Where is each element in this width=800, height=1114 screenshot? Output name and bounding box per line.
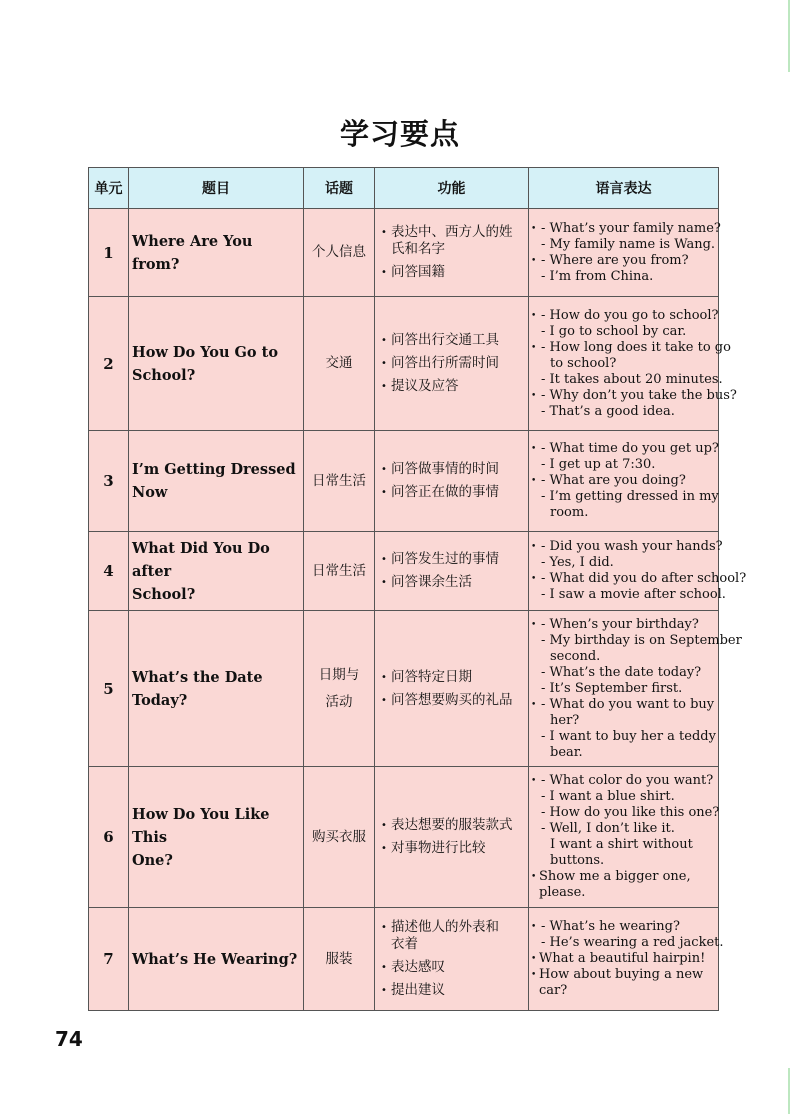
header-topic: 题目 bbox=[129, 168, 304, 209]
unit-cell: 7 bbox=[89, 908, 129, 1011]
language-line bbox=[531, 441, 719, 457]
header-subject: 话题 bbox=[304, 168, 375, 209]
header-language: 语言表达 bbox=[529, 168, 719, 209]
language-line bbox=[531, 356, 716, 372]
language-line bbox=[531, 729, 716, 745]
subject-cell bbox=[304, 532, 375, 611]
function-item bbox=[378, 378, 525, 395]
function-item bbox=[378, 817, 525, 834]
function-cell bbox=[375, 908, 529, 1011]
language-text: - That’s a good idea. bbox=[541, 403, 675, 419]
language-line bbox=[531, 387, 737, 404]
function-item bbox=[378, 959, 525, 976]
topic-line: I’m Getting Dressed bbox=[132, 461, 296, 478]
language-line bbox=[531, 773, 716, 789]
margin-accent-line-bottom bbox=[788, 1068, 790, 1114]
table-row bbox=[89, 767, 719, 908]
function-item bbox=[378, 461, 525, 478]
language-text: - I get up at 7:30. bbox=[541, 457, 656, 472]
table-row bbox=[89, 611, 719, 767]
subject-cell bbox=[304, 908, 375, 1011]
function-line: • 提议及应答 bbox=[391, 378, 459, 394]
language-line bbox=[531, 489, 719, 505]
language-text: - My family name is Wang. bbox=[541, 236, 716, 252]
function-line: 衣着 bbox=[391, 936, 418, 952]
subject-cell bbox=[304, 209, 375, 297]
language-text: • - What’s he wearing? bbox=[541, 919, 680, 934]
margin-accent-line-top bbox=[788, 0, 790, 72]
subject-line: 日常生活 bbox=[312, 472, 366, 489]
language-text: • - What are you doing? bbox=[541, 473, 686, 488]
topic-line: How Do You Go to bbox=[132, 343, 279, 361]
language-text: - I saw a movie after school. bbox=[541, 587, 726, 602]
unit-cell: 6 bbox=[89, 767, 129, 908]
function-cell bbox=[375, 431, 529, 532]
subject-cell bbox=[304, 767, 375, 908]
language-line bbox=[531, 919, 716, 935]
language-line bbox=[531, 339, 731, 356]
language-line bbox=[531, 253, 716, 269]
language-line bbox=[531, 539, 723, 555]
topic-line: What’s the Date Today? bbox=[132, 668, 263, 709]
language-line bbox=[531, 935, 724, 951]
language-line bbox=[531, 821, 716, 837]
subject-line: 活动 bbox=[325, 693, 353, 710]
language-text: her? bbox=[550, 712, 580, 728]
unit-cell: 4 bbox=[89, 532, 129, 611]
subject-line: 日常生活 bbox=[312, 562, 366, 579]
language-text: I want a shirt without bbox=[550, 837, 693, 852]
language-line bbox=[531, 837, 716, 853]
language-text: buttons. bbox=[550, 853, 605, 868]
page-title: 学习要点 bbox=[339, 117, 460, 151]
language-text: - I’m from China. bbox=[541, 268, 654, 284]
topic-line: What Did You Do after bbox=[132, 539, 270, 580]
language-text: - My birthday is on September bbox=[541, 632, 742, 648]
subject-cell bbox=[304, 611, 375, 767]
function-item bbox=[378, 574, 525, 591]
language-line bbox=[531, 307, 719, 324]
language-text: - He’s wearing a red jacket. bbox=[541, 935, 724, 950]
table-row bbox=[89, 532, 719, 611]
function-cell bbox=[375, 611, 529, 767]
language-cell bbox=[529, 532, 747, 611]
language-text: • Show me a bigger one, bbox=[539, 869, 691, 884]
function-cell bbox=[375, 532, 529, 611]
function-item bbox=[378, 840, 525, 857]
language-line bbox=[531, 681, 716, 697]
subject-line: 购买衣服 bbox=[312, 828, 366, 845]
topic-line: School? bbox=[132, 366, 196, 384]
function-item bbox=[378, 919, 525, 953]
function-line: • 提出建议 bbox=[391, 982, 445, 998]
function-line: • 表达感叹 bbox=[391, 959, 445, 975]
language-line bbox=[531, 632, 742, 649]
topic-cell bbox=[129, 767, 304, 908]
table-row bbox=[89, 431, 719, 532]
language-text: • - What color do you want? bbox=[541, 773, 714, 788]
topic-line: Now bbox=[132, 484, 168, 501]
language-text: • - What do you want to buy bbox=[541, 696, 715, 712]
language-text: • - What time do you get up? bbox=[541, 441, 719, 456]
language-line bbox=[531, 951, 716, 967]
function-item bbox=[378, 669, 525, 686]
language-line bbox=[531, 789, 716, 805]
language-cell bbox=[529, 611, 742, 767]
language-line bbox=[531, 220, 721, 237]
language-line bbox=[531, 805, 720, 821]
language-line bbox=[531, 649, 716, 665]
language-cell bbox=[529, 209, 719, 297]
language-text: • - How long does it take to go bbox=[541, 339, 731, 355]
language-line bbox=[531, 869, 716, 885]
language-text: please. bbox=[539, 885, 586, 900]
unit-cell: 1 bbox=[89, 209, 129, 297]
table-body bbox=[89, 209, 747, 1011]
language-text: - What’s the date today? bbox=[541, 664, 702, 680]
language-line bbox=[531, 473, 716, 489]
unit-cell: 5 bbox=[89, 611, 129, 767]
page-number: 74 bbox=[55, 1027, 83, 1051]
topic-cell bbox=[129, 209, 304, 297]
function-line: • 问答出行所需时间 bbox=[391, 355, 499, 371]
language-text: - It takes about 20 minutes. bbox=[541, 371, 723, 387]
language-line bbox=[531, 885, 716, 901]
function-item bbox=[378, 355, 525, 372]
language-line bbox=[531, 967, 716, 983]
function-line: • 问答做事情的时间 bbox=[391, 461, 499, 477]
function-cell bbox=[375, 297, 529, 431]
function-line: • 问答课余生活 bbox=[391, 574, 472, 590]
function-item bbox=[378, 264, 525, 281]
function-line: • 表达想要的服装款式 bbox=[391, 817, 513, 833]
language-cell bbox=[529, 297, 737, 431]
topic-cell bbox=[129, 431, 304, 532]
language-text: • - What’s your family name? bbox=[541, 220, 721, 236]
topic-line: One? bbox=[132, 851, 173, 869]
subject-line: 个人信息 bbox=[312, 244, 366, 260]
language-text: • - What did you do after school? bbox=[541, 571, 747, 586]
language-text: • What a beautiful hairpin! bbox=[539, 951, 706, 966]
language-text: - Yes, I did. bbox=[541, 555, 614, 570]
language-line bbox=[531, 617, 716, 633]
table-row bbox=[89, 297, 719, 431]
topic-line: Where Are You from? bbox=[132, 232, 253, 273]
language-line bbox=[531, 587, 726, 603]
learning-points-table bbox=[88, 167, 747, 1011]
language-text: • - How do you go to school? bbox=[541, 307, 719, 323]
language-text: • - Did you wash your hands? bbox=[541, 539, 723, 554]
language-line bbox=[531, 745, 716, 761]
language-text: - I go to school by car. bbox=[541, 323, 687, 339]
language-cell bbox=[529, 908, 724, 1011]
language-line bbox=[531, 505, 716, 521]
language-cell bbox=[529, 767, 719, 908]
topic-line: How Do You Like This bbox=[132, 805, 270, 846]
function-cell bbox=[375, 767, 529, 908]
table-row bbox=[89, 908, 719, 1011]
function-item bbox=[378, 692, 525, 709]
language-line bbox=[531, 324, 716, 340]
language-text: • How about buying a new bbox=[539, 967, 704, 982]
language-text: car? bbox=[539, 983, 568, 998]
language-text: - How do you like this one? bbox=[541, 805, 720, 820]
function-item bbox=[378, 551, 525, 568]
function-cell bbox=[375, 209, 529, 297]
language-text: - I’m getting dressed in my bbox=[541, 489, 719, 504]
subject-line: 交通 bbox=[325, 355, 353, 371]
topic-cell bbox=[129, 908, 304, 1011]
function-line: • 问答发生过的事情 bbox=[391, 551, 499, 567]
function-item bbox=[378, 484, 525, 501]
language-line bbox=[531, 697, 716, 713]
function-line: 氏和名字 bbox=[391, 241, 445, 257]
language-text: • - Why don’t you take the bus? bbox=[541, 387, 737, 403]
language-text: • - Where are you from? bbox=[541, 252, 689, 268]
unit-cell: 2 bbox=[89, 297, 129, 431]
function-item bbox=[378, 332, 525, 349]
unit-cell: 3 bbox=[89, 431, 129, 532]
language-line bbox=[531, 713, 716, 729]
topic-cell bbox=[129, 532, 304, 611]
language-text: room. bbox=[550, 505, 589, 520]
language-text: - I want a blue shirt. bbox=[541, 789, 675, 804]
subject-line: 日期与 bbox=[318, 666, 360, 683]
language-text: - Well, I don’t like it. bbox=[541, 821, 675, 836]
language-line bbox=[531, 853, 716, 869]
function-item bbox=[378, 224, 525, 258]
language-text: bear. bbox=[550, 744, 583, 760]
function-line: • 描述他人的外表和 bbox=[391, 919, 499, 935]
language-line bbox=[531, 571, 747, 587]
language-line bbox=[531, 555, 716, 571]
language-text: - I want to buy her a teddy bbox=[541, 728, 716, 744]
language-text: - It’s September first. bbox=[541, 680, 683, 696]
language-line bbox=[531, 371, 723, 388]
function-line: • 对事物进行比较 bbox=[391, 840, 486, 856]
topic-line: School? bbox=[132, 585, 196, 603]
topic-line: What’s He Wearing? bbox=[132, 950, 298, 968]
language-line bbox=[531, 665, 716, 681]
function-line: • 问答想要购买的礼品 bbox=[391, 691, 513, 708]
topic-cell bbox=[129, 611, 304, 767]
subject-cell bbox=[304, 297, 375, 431]
table-row bbox=[89, 209, 719, 297]
language-line bbox=[531, 457, 716, 473]
language-line bbox=[531, 237, 716, 253]
table-header-row bbox=[89, 168, 719, 209]
language-cell bbox=[529, 431, 719, 532]
language-text: to school? bbox=[550, 355, 617, 371]
function-line: • 表达中、西方人的姓 bbox=[391, 224, 513, 240]
function-line: • 问答正在做的事情 bbox=[391, 484, 499, 500]
subject-line: 服装 bbox=[325, 950, 353, 967]
subject-cell bbox=[304, 431, 375, 532]
language-text: • - When’s your birthday? bbox=[541, 616, 699, 632]
function-line: • 问答出行交通工具 bbox=[391, 332, 499, 348]
function-line: • 问答特定日期 bbox=[391, 668, 472, 685]
function-line: • 问答国籍 bbox=[391, 264, 445, 280]
language-line bbox=[531, 404, 716, 420]
topic-cell bbox=[129, 297, 304, 431]
header-function: 功能 bbox=[375, 168, 529, 209]
language-line bbox=[531, 269, 716, 285]
language-line bbox=[531, 983, 716, 999]
function-item bbox=[378, 982, 525, 999]
language-text: second. bbox=[550, 648, 601, 664]
header-unit: 单元 bbox=[89, 168, 129, 209]
